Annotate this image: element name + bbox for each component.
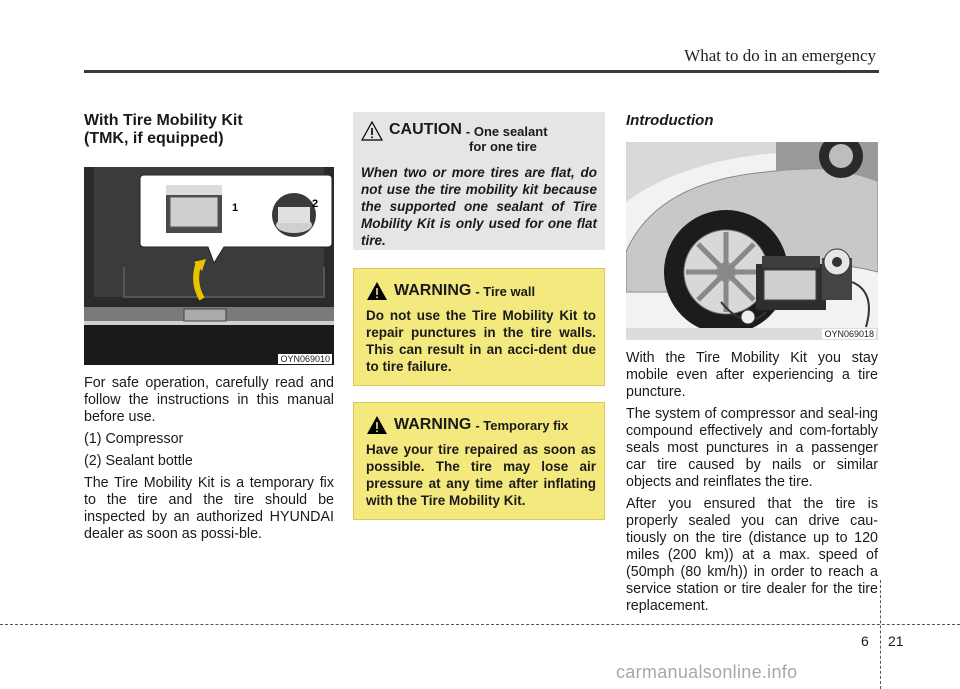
- section-heading: [84, 112, 334, 148]
- warning-box-tire-wall: [353, 268, 605, 386]
- watermark: carmanualsonline.info: [616, 662, 798, 682]
- caution-header: [361, 121, 597, 141]
- warning-triangle-icon: [366, 281, 388, 301]
- callout-label-2: 2: [312, 198, 319, 210]
- paragraph: The Tire Mobility Kit is a temporary fix to the tire and the tire should be inspected by an authorized HYUNDAI dealer as soon as possi-ble.: [84, 475, 334, 542]
- caution-body: When two or more tires are flat, do not use the tire mobility kit because the supported one sealant of Tire Mobility Kit is only used for one flat tire.: [361, 165, 597, 248]
- warning-triangle-icon: [366, 415, 388, 435]
- figure-label: OYN069010: [280, 354, 330, 364]
- page-number: 21: [888, 633, 904, 649]
- warning-box-temporary-fix: [353, 402, 605, 520]
- page-header-title: What to do in an emergency: [684, 46, 876, 65]
- caution-box: [353, 112, 605, 250]
- left-column: [84, 112, 334, 548]
- footer-dashed-rule: [0, 624, 960, 625]
- trunk-tmk-figure: [84, 167, 334, 365]
- paragraph: For safe operation, carefully read and follow the instructions in this manual before use.: [84, 375, 334, 425]
- trunk-illustration: [84, 167, 334, 365]
- figure-label: OYN069018: [824, 329, 874, 339]
- warning-header: [366, 281, 596, 301]
- warning-title: WARNING: [394, 282, 472, 299]
- paragraph: With the Tire Mobility Kit you stay mobile even after experiencing a tire puncture.: [626, 350, 878, 400]
- paragraph: After you ensured that the tire is properly sealed you can drive cau-tiously on the tire (distance up to 120 miles (200 km)) at a max. speed of (50mph (80 km/h)) in order to reach a service station or tire dealer for the tire replacement.: [626, 496, 878, 614]
- callout-label-1: 1: [232, 202, 239, 214]
- middle-column: [353, 112, 605, 520]
- warning-title: WARNING: [394, 416, 472, 433]
- chapter-number: 6: [861, 633, 869, 649]
- caution-subtitle-line2: for one tire: [469, 139, 537, 154]
- warning-header: [366, 415, 596, 435]
- caution-subtitle: - One sealant: [465, 124, 548, 139]
- warning-body: Do not use the Tire Mobility Kit to repair punctures in the tire walls. This can result in an acci-dent due to tire failure.: [366, 308, 596, 374]
- car-tire-tmk-figure: [626, 142, 878, 340]
- section-heading-line2: (TMK, if equipped): [84, 130, 224, 147]
- paragraph: The system of compressor and seal-ing compound effectively and com-fortably seals most punctures in a passenger car tire caused by nails or similar objects and reinflates the tire.: [626, 406, 878, 490]
- header-rule: [84, 70, 879, 73]
- caution-title: CAUTION: [389, 121, 462, 138]
- page-number-divider: [880, 580, 881, 689]
- warning-subtitle: - Tire wall: [475, 283, 536, 299]
- caution-triangle-icon: [361, 121, 383, 141]
- warning-subtitle: - Temporary fix: [475, 417, 569, 433]
- warning-body: Have your tire repaired as soon as possible. The tire may lose air pressure at any time after inflating with the Tire Mobility Kit.: [366, 442, 596, 508]
- car-tire-illustration: [626, 142, 878, 340]
- list-item: (1) Compressor: [84, 431, 184, 447]
- right-body-text: [626, 350, 878, 615]
- section-heading-line1: With Tire Mobility Kit: [84, 112, 243, 129]
- left-body-text: [84, 375, 334, 543]
- introduction-heading: Introduction: [626, 112, 714, 129]
- right-column: [626, 112, 878, 620]
- list-item: (2) Sealant bottle: [84, 453, 193, 469]
